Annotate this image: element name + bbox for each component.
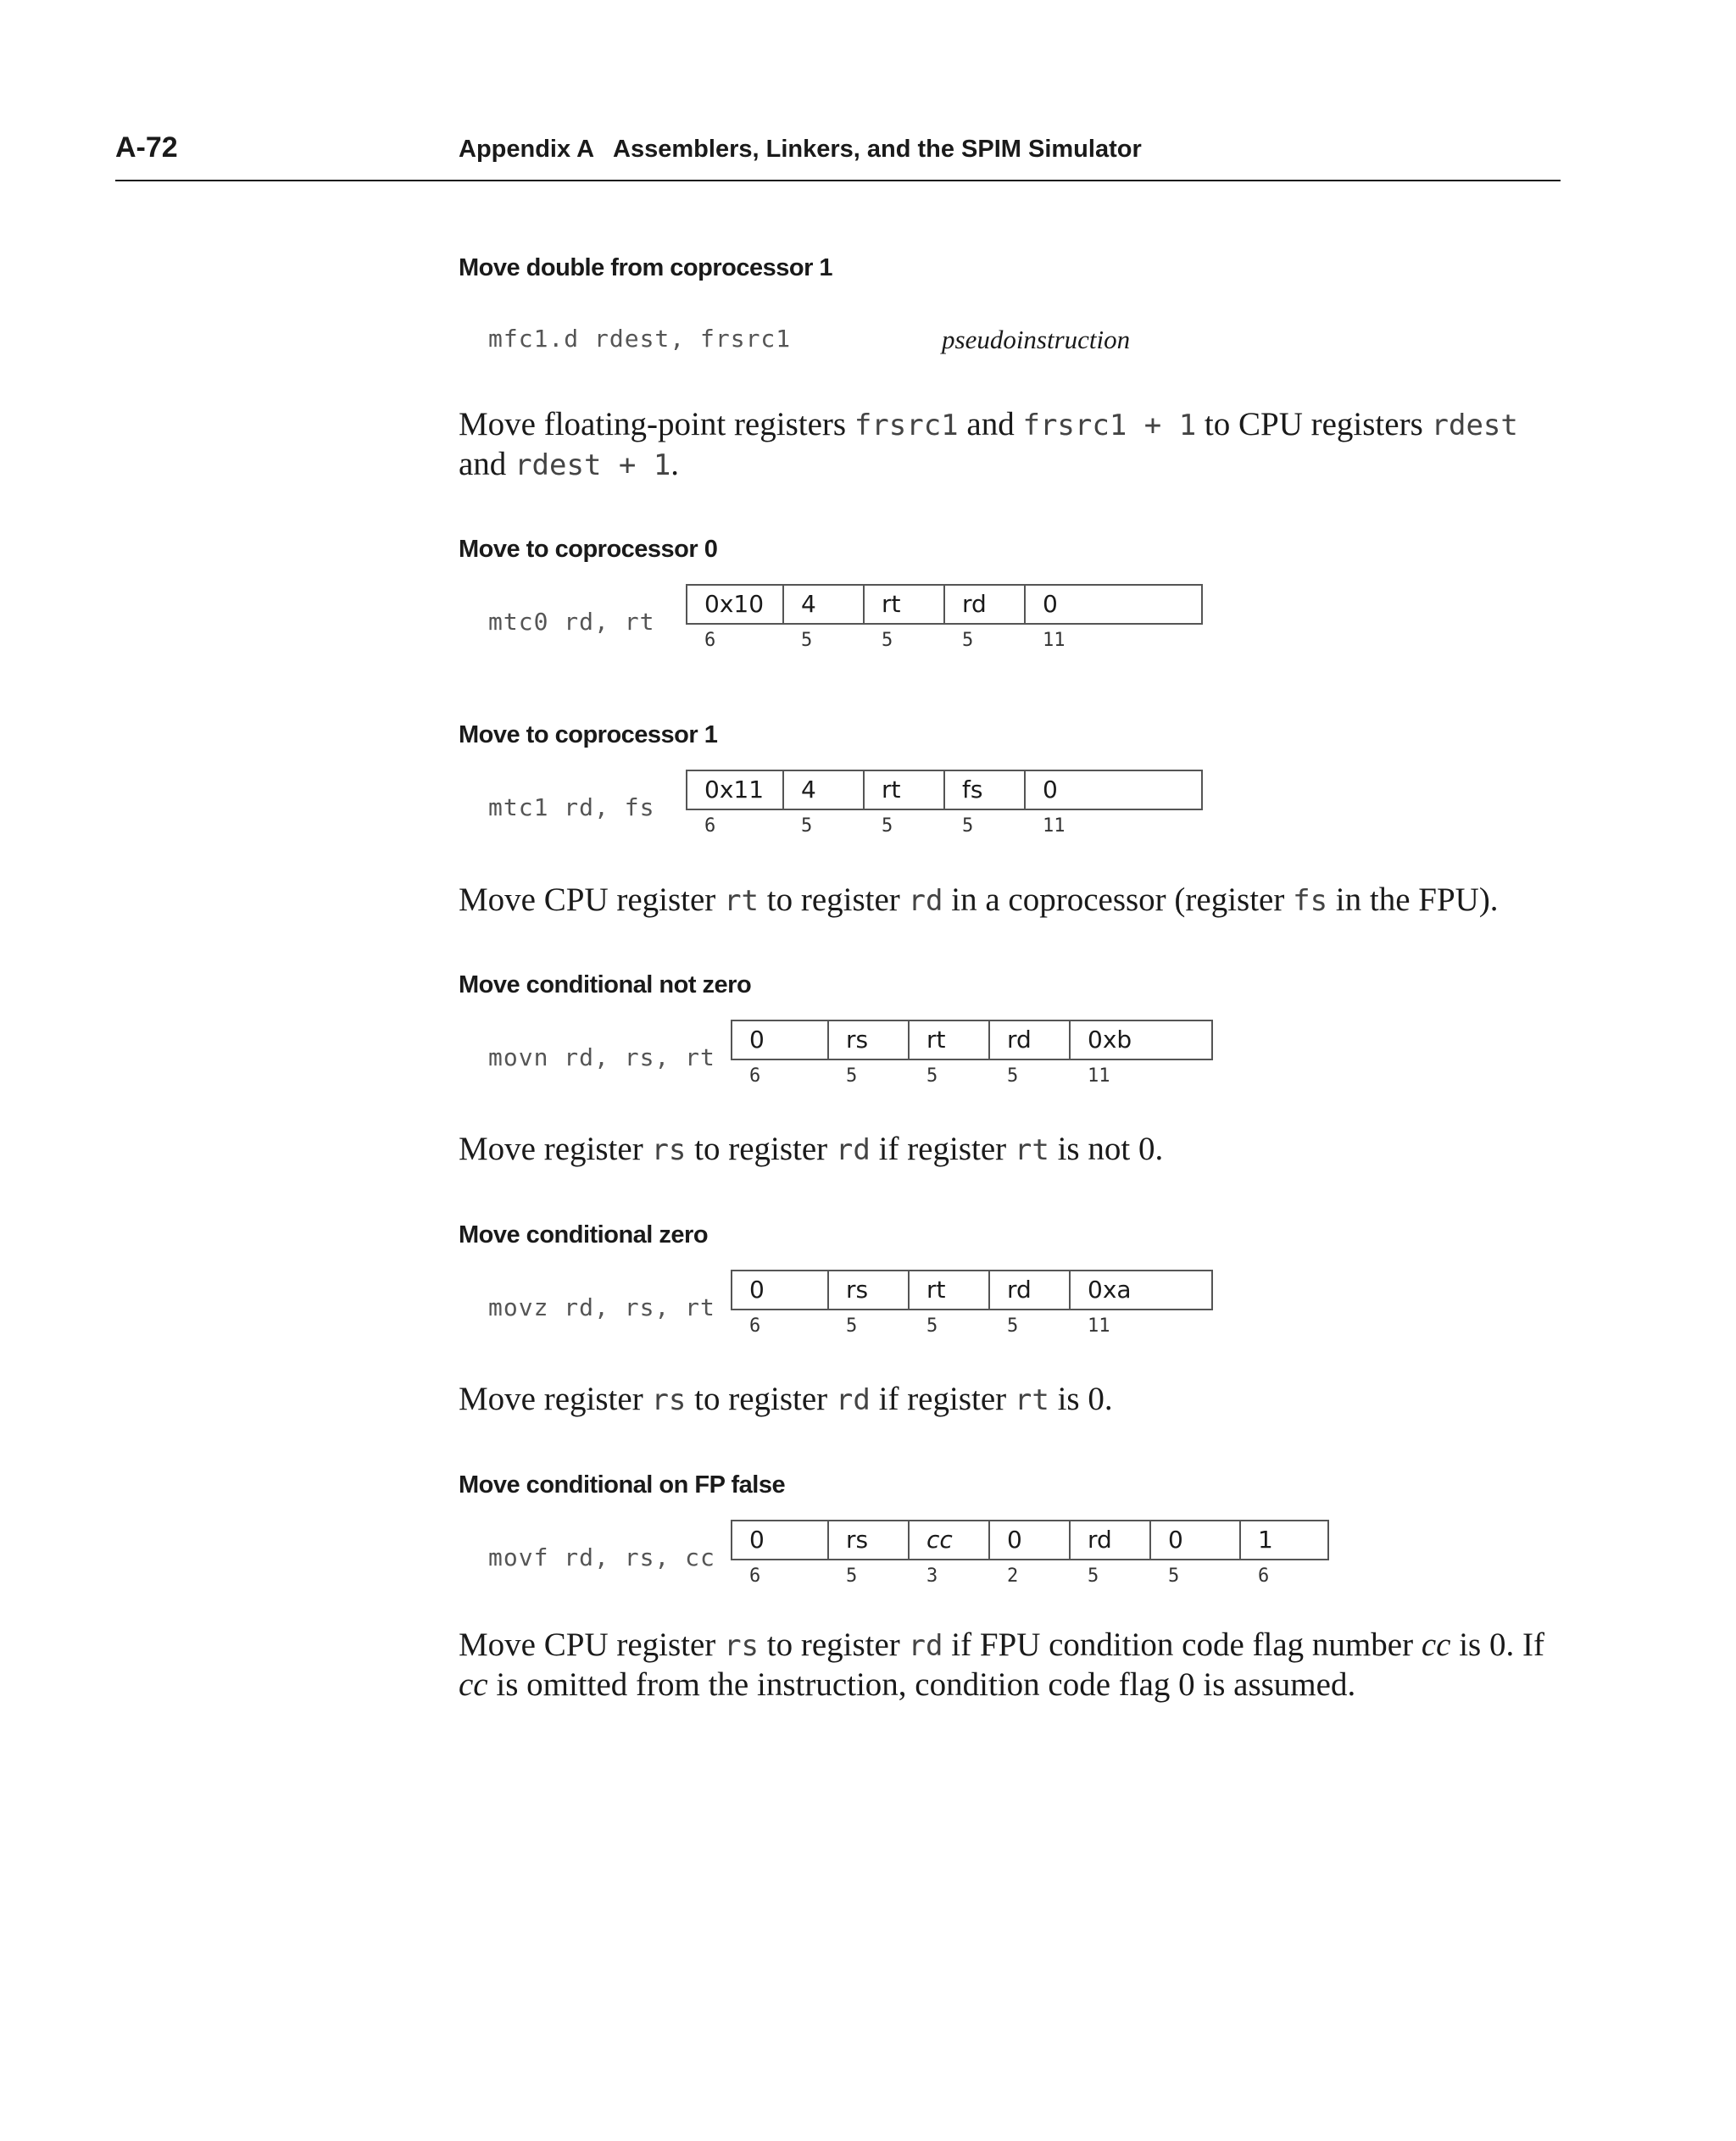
heading-mtc0: Move to coprocessor 0 [459, 536, 718, 563]
bit-width: 5 [846, 1565, 858, 1587]
field: rs [829, 1271, 910, 1309]
encoding-bit-widths [731, 1315, 1213, 1337]
field: 4 [784, 771, 865, 809]
field: 0 [732, 1271, 829, 1309]
encoding-fields [686, 584, 1203, 625]
field: rd [945, 586, 1026, 623]
field: cc [910, 1521, 990, 1559]
bit-width: 11 [1088, 1065, 1110, 1087]
bit-width: 5 [846, 1315, 858, 1337]
encoding-fields [731, 1520, 1329, 1560]
field: 0 [1151, 1521, 1241, 1559]
encoding-mtc1 [686, 770, 1203, 837]
heading-mtc1: Move to coprocessor 1 [459, 721, 718, 748]
encoding-fields [686, 770, 1203, 810]
encoding-movf [731, 1520, 1329, 1587]
bit-width: 5 [882, 815, 893, 837]
field: rs [829, 1021, 910, 1059]
heading-mfc1d: Move double from coprocessor 1 [459, 254, 833, 281]
field: 0x10 [687, 586, 784, 623]
bit-width: 5 [962, 815, 974, 837]
field: rt [865, 586, 945, 623]
bit-width: 5 [801, 630, 813, 651]
desc-mtc: Move CPU register rt to register rd in a coprocessor (register fs in the FPU). [459, 881, 1499, 918]
field: 0xa [1088, 1276, 1132, 1304]
field: 0 [732, 1021, 829, 1059]
desc-movn: Move register rs to register rd if register rt is not 0. [459, 1131, 1164, 1167]
field: 0 [1043, 590, 1058, 618]
syntax-movn: movn rd, rs, rt [488, 1043, 715, 1071]
bit-width: 11 [1088, 1315, 1110, 1337]
syntax-mfc1d: mfc1.d rdest, frsrc1 [488, 325, 792, 353]
bit-width: 5 [801, 815, 813, 837]
syntax-movz: movz rd, rs, rt [488, 1293, 715, 1321]
field: rt [910, 1021, 990, 1059]
header-rule [115, 180, 1561, 181]
syntax-mtc0: mtc0 rd, rt [488, 608, 655, 636]
bit-width: 5 [846, 1065, 858, 1087]
bit-width: 2 [1007, 1565, 1019, 1587]
field: rt [910, 1271, 990, 1309]
bit-width: 5 [1168, 1565, 1180, 1587]
bit-width: 5 [926, 1065, 938, 1087]
field: 0 [990, 1521, 1071, 1559]
bit-width: 11 [1043, 630, 1066, 651]
encoding-bit-widths [731, 1565, 1329, 1587]
pseudoinstruction-note: pseudoinstruction [942, 325, 1131, 354]
syntax-mtc1: mtc1 rd, fs [488, 793, 655, 821]
bit-width: 5 [882, 630, 893, 651]
bit-width: 6 [704, 815, 716, 837]
bit-width: 5 [1007, 1065, 1019, 1087]
desc-movz: Move register rs to register rd if register rt is 0. [459, 1381, 1113, 1417]
field: 0x11 [687, 771, 784, 809]
desc-movf: Move CPU register rs to register rd if FPU condition code flag number cc is 0. If cc is omitted from the instruction, condition code flag 0 is assumed. [459, 1627, 1544, 1703]
encoding-bit-widths [731, 1065, 1213, 1087]
field: rd [990, 1271, 1071, 1309]
syntax-movf: movf rd, rs, cc [488, 1543, 715, 1571]
field: 1 [1258, 1526, 1273, 1554]
bit-width: 3 [926, 1565, 938, 1587]
bit-width: 5 [1088, 1565, 1099, 1587]
field: rs [829, 1521, 910, 1559]
bit-width: 6 [749, 1315, 761, 1337]
encoding-mtc0 [686, 584, 1203, 651]
encoding-bit-widths [686, 815, 1203, 837]
encoding-fields [731, 1020, 1213, 1060]
bit-width: 6 [749, 1565, 761, 1587]
encoding-movz [731, 1270, 1213, 1337]
heading-movz: Move conditional zero [459, 1221, 709, 1248]
running-head: Appendix A Assemblers, Linkers, and the SPIM Simulator [459, 136, 1142, 163]
field: fs [945, 771, 1026, 809]
page-number: A-72 [115, 131, 178, 164]
encoding-fields [731, 1270, 1213, 1310]
encoding-bit-widths [686, 630, 1203, 651]
heading-movn: Move conditional not zero [459, 971, 752, 998]
field: 0xb [1088, 1026, 1132, 1054]
bit-width: 6 [749, 1065, 761, 1087]
desc-mfc1d: Move floating-point registers frsrc1 and frsrc1 + 1 to CPU registers rdest and rdest + 1. [459, 406, 1518, 482]
heading-movf: Move conditional on FP false [459, 1471, 786, 1499]
field: rt [865, 771, 945, 809]
bit-width: 5 [962, 630, 974, 651]
bit-width: 5 [1007, 1315, 1019, 1337]
bit-width: 6 [1258, 1565, 1270, 1587]
field: rd [990, 1021, 1071, 1059]
field: 0 [1043, 776, 1058, 804]
bit-width: 11 [1043, 815, 1066, 837]
field: rd [1071, 1521, 1151, 1559]
bit-width: 6 [704, 630, 716, 651]
field: 4 [784, 586, 865, 623]
bit-width: 5 [926, 1315, 938, 1337]
encoding-movn [731, 1020, 1213, 1087]
field: 0 [732, 1521, 829, 1559]
